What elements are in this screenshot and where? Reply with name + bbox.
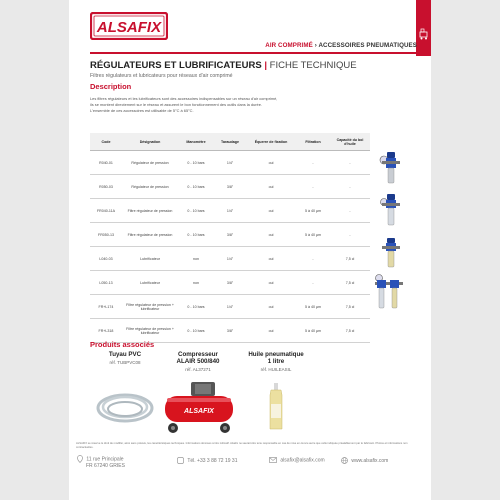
footer — [69, 455, 431, 500]
related-item-ref: réf. AL37271 — [185, 367, 211, 372]
footer-email[interactable] — [269, 457, 325, 463]
cell-filtration: - — [296, 271, 330, 295]
page-title — [90, 60, 357, 71]
cell-bracket: oui — [246, 199, 296, 223]
compressor-image — [161, 380, 237, 438]
cell-bracket: oui — [246, 271, 296, 295]
header-divider — [90, 52, 417, 54]
cell-thread: 3/8" — [214, 175, 246, 199]
table-row — [90, 175, 370, 199]
footer-address — [77, 455, 125, 469]
related-item-name2: 1 litre — [267, 358, 285, 365]
cell-filtration: 5 à 40 µm — [296, 223, 330, 247]
filter-regulator-image — [378, 193, 404, 229]
cell-thread: 3/8" — [214, 223, 246, 247]
breadcrumb-part1: AIR COMPRIMÉ — [265, 42, 313, 49]
table-row — [90, 319, 370, 343]
cell-oil-capacity: - — [330, 223, 370, 247]
logo-text: ALSAFIX — [96, 19, 162, 36]
description-line: Les filtres régulateurs et les lubrificateurs sont des accessoires indispensables sur un réseau d'air comprimé, — [90, 96, 278, 101]
cell-code: FR040-11A — [90, 199, 122, 223]
breadcrumb — [265, 42, 417, 49]
col-header-bracket: Équerre de fixation — [246, 133, 296, 151]
cell-code: FR+L318 — [90, 319, 122, 343]
breadcrumb-part2: ACCESSOIRES PNEUMATIQUES — [318, 42, 417, 49]
cell-code: L040-03 — [90, 247, 122, 271]
related-item-name: Compresseur — [178, 351, 218, 358]
cell-filtration: - — [296, 247, 330, 271]
filter-regulator-lubricator-image — [374, 272, 404, 314]
cell-filtration: 5 à 40 µm — [296, 319, 330, 343]
cell-bracket: oui — [246, 295, 296, 319]
cell-filtration: - — [296, 151, 330, 175]
cell-designation: Régulateur de pression — [122, 175, 178, 199]
related-item-ref: réf. TUBPVC08 — [109, 360, 141, 365]
cell-designation: Lubrificateur — [122, 271, 178, 295]
cell-gauge: 0 - 10 bars — [178, 175, 214, 199]
cell-designation: Filtre régulateur de pression — [122, 223, 178, 247]
cell-gauge: 0 - 10 bars — [178, 319, 214, 343]
cell-code: R050-03 — [90, 175, 122, 199]
cell-code: R040-01 — [90, 151, 122, 175]
cell-thread: 3/8" — [214, 319, 246, 343]
cell-designation: Lubrificateur — [122, 247, 178, 271]
cell-gauge: 0 - 10 bars — [178, 151, 214, 175]
description-text — [90, 96, 400, 114]
globe-icon — [341, 457, 348, 464]
page-title-separator: | — [264, 60, 268, 71]
alsafix-logo — [90, 12, 168, 40]
cell-gauge: 0 - 10 bars — [178, 199, 214, 223]
page-subtitle: Filtres régulateurs et lubricateurs pour réseaux d'air comprimé — [90, 73, 233, 79]
table-row — [90, 223, 370, 247]
related-item-oil[interactable] — [241, 351, 311, 372]
footer-phone-text: Tél. +33 3 88 72 19 31 — [187, 457, 238, 464]
table-row — [90, 271, 370, 295]
footer-phone[interactable] — [177, 457, 238, 464]
cell-designation: Filtre régulateur de pression + lubrificateur — [122, 295, 178, 319]
related-products-heading: Produits associés — [90, 340, 155, 349]
cell-gauge: 0 - 10 bars — [178, 223, 214, 247]
related-item-compressor[interactable] — [163, 351, 233, 372]
cell-bracket: oui — [246, 223, 296, 247]
breadcrumb-separator: › — [314, 42, 317, 49]
cell-oil-capacity: - — [330, 151, 370, 175]
related-item-name: Huile pneumatique — [248, 351, 304, 358]
cell-oil-capacity: 7,5 cl — [330, 295, 370, 319]
related-item-name: Tuyau PVC — [108, 351, 142, 358]
footer-email-text: alsafix@alsafix.com — [280, 457, 325, 464]
cell-thread: 3/8" — [214, 271, 246, 295]
cell-gauge: non — [178, 271, 214, 295]
cell-code: FR+L174 — [90, 295, 122, 319]
cell-bracket: oui — [246, 247, 296, 271]
related-item-ref: réf. HUILEASIL — [260, 367, 292, 372]
related-item-hose[interactable] — [90, 351, 160, 365]
spec-table — [90, 133, 370, 343]
description-heading: Description — [90, 82, 132, 91]
cell-designation: Filtre régulateur de pression + lubrificateur — [122, 319, 178, 343]
cell-filtration: 5 à 40 µm — [296, 199, 330, 223]
col-header-oil-capacity: Capacité du bol d'huile — [330, 133, 370, 151]
lubricator-image — [378, 236, 404, 272]
footer-address-line1: 11 rue Principale — [86, 456, 124, 463]
cell-code: L050-13 — [90, 271, 122, 295]
cell-oil-capacity: 7,5 cl — [330, 271, 370, 295]
table-row — [90, 199, 370, 223]
cell-oil-capacity: 7,5 cl — [330, 247, 370, 271]
cell-thread: 1/4" — [214, 295, 246, 319]
cell-thread: 1/4" — [214, 199, 246, 223]
oil-bottle-image — [264, 382, 288, 432]
regulator-image — [378, 150, 404, 190]
col-header-designation: Désignation — [122, 133, 178, 151]
footer-website-text: www.alsafix.com — [351, 457, 389, 464]
related-item-name2: ALAIR 500/840 — [176, 358, 220, 365]
col-header-gauge: Manomètre — [178, 133, 214, 151]
col-header-thread: Taraudage — [214, 133, 246, 151]
table-row — [90, 247, 370, 271]
document-page — [69, 0, 431, 500]
cell-oil-capacity: - — [330, 175, 370, 199]
cell-oil-capacity: 7,5 cl — [330, 319, 370, 343]
cell-designation: Régulateur de pression — [122, 151, 178, 175]
col-header-filtration: Filtration — [296, 133, 330, 151]
col-header-code: Code — [90, 133, 122, 151]
cell-oil-capacity: - — [330, 199, 370, 223]
description-line: L'ensemble de ces accessoires est utilisable de 5°C à 65°C. — [90, 108, 194, 113]
page-title-tag: FICHE TECHNIQUE — [269, 60, 357, 71]
table-row — [90, 151, 370, 175]
cell-bracket: oui — [246, 151, 296, 175]
cell-filtration: - — [296, 175, 330, 199]
table-row — [90, 295, 370, 319]
cell-code: FR050-13 — [90, 223, 122, 247]
envelope-icon — [269, 457, 277, 463]
phone-icon — [177, 457, 184, 464]
page-title-main: RÉGULATEURS ET LUBRIFICATEURS — [90, 60, 262, 71]
hose-image — [93, 385, 157, 431]
cell-filtration: 5 à 40 µm — [296, 295, 330, 319]
legal-notice: ALSAFIX se réserve le droit de modifier, ainsi sans préavis, les caractéristiques techniques. Informations données à titre indicatif. Alsafix ne saurait être tenu responsable en cas de mise en œuvre autre que celle indiquée préalablement par le fabricant. Photos et informations non contractuelles. — [76, 442, 408, 449]
compressor-icon — [416, 0, 431, 56]
footer-address-line2: FR 67240 GRIES — [86, 463, 125, 469]
location-pin-icon — [77, 455, 83, 463]
cell-thread: 1/4" — [214, 247, 246, 271]
brand-side-bar — [416, 0, 431, 56]
cell-bracket: oui — [246, 319, 296, 343]
description-line: ils se montent directement sur le réseau et assurent le bon fonctionnement des outils dans la durée. — [90, 102, 262, 107]
cell-gauge: 0 - 10 bars — [178, 295, 214, 319]
cell-gauge: non — [178, 247, 214, 271]
table-header-row — [90, 133, 370, 151]
cell-thread: 1/4" — [214, 151, 246, 175]
compressor-brand-label: ALSAFIX — [184, 408, 214, 415]
cell-designation: Filtre régulateur de pression — [122, 199, 178, 223]
footer-website[interactable] — [341, 457, 388, 464]
cell-bracket: oui — [246, 175, 296, 199]
